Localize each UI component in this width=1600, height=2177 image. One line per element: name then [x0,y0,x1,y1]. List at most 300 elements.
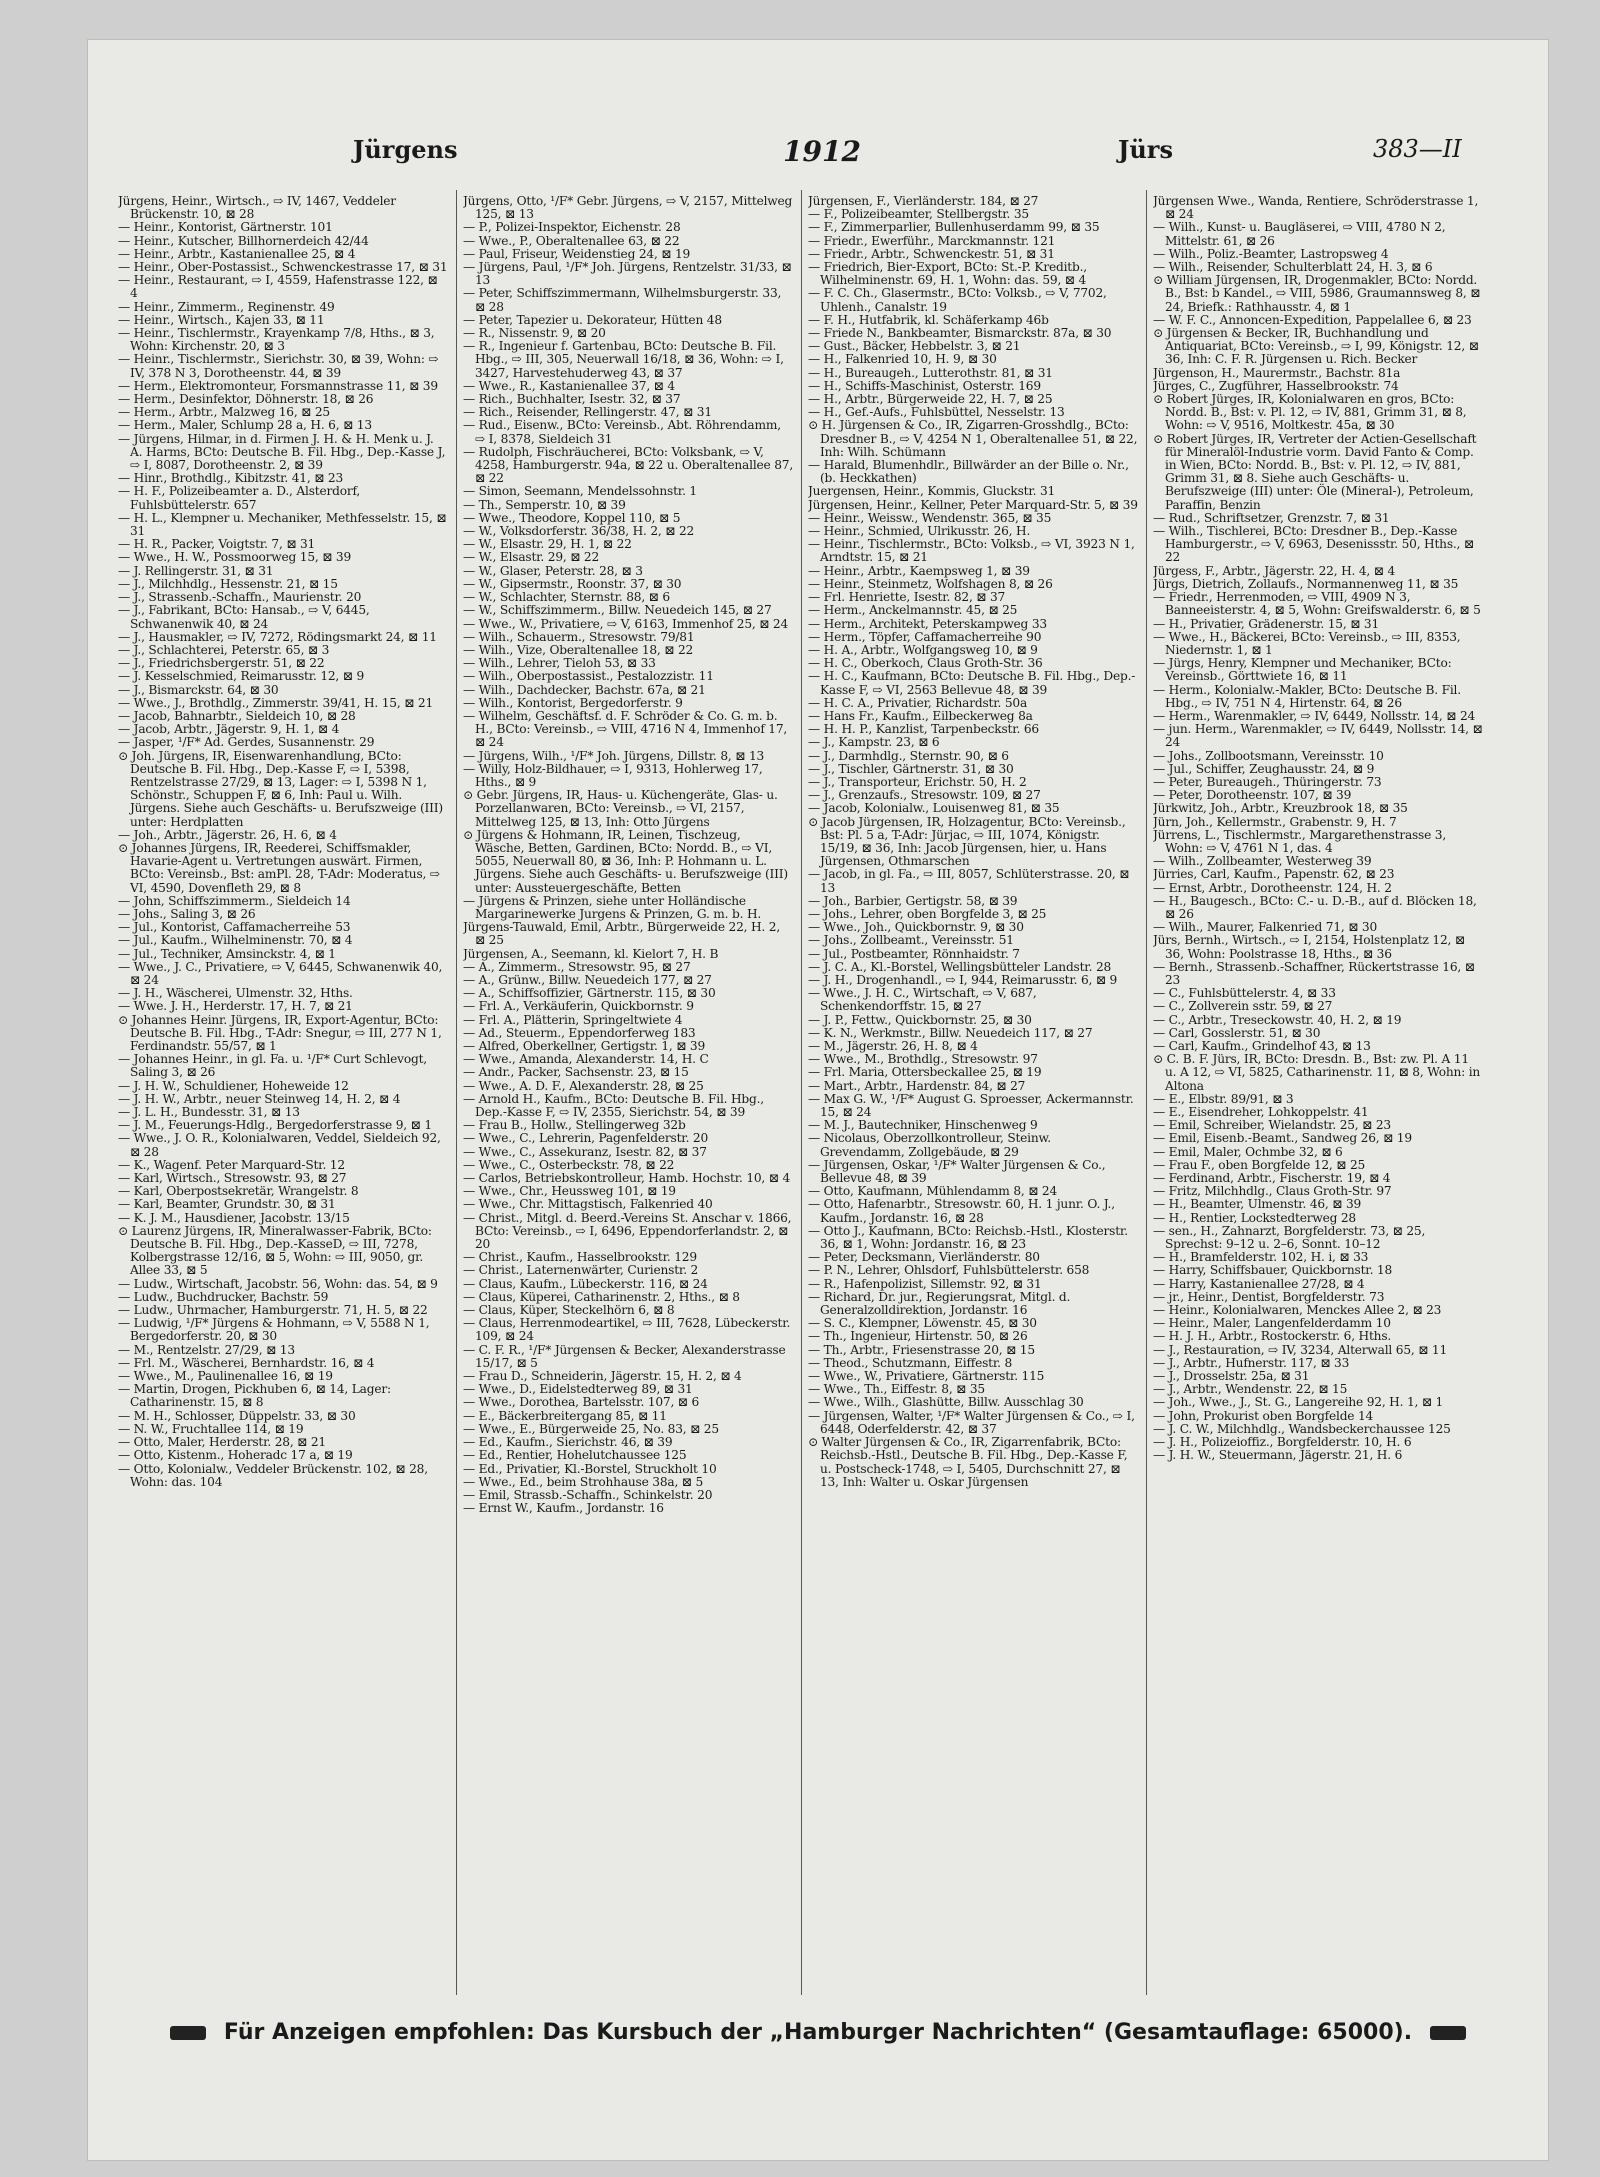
directory-entry: — J. H. W., Arbtr., neuer Steinweg 14, H. 2, ⊠ 4 [118,1091,401,1106]
directory-entry: — Wwe., Joh., Quickbornstr. 9, ⊠ 30 [808,920,1024,935]
directory-entry: — Herm., Architekt, Peterskampweg 33 [808,616,1047,631]
directory-entry: — J. H. W., Steuermann, Jägerstr. 21, H. 6 [1153,1448,1403,1463]
directory-entry: — Heinr., Arbtr., Kaempsweg 1, ⊠ 39 [808,563,1030,578]
right-running-head: Jürs [1118,135,1173,164]
directory-entry: — C., Fuhlsbüttelerstr. 4, ⊠ 33 [1153,986,1336,1001]
directory-entry: — Ludw., Wirtschaft, Jacobstr. 56, Wohn: das. 54, ⊠ 9 [118,1276,438,1291]
directory-entry: Juergensen, Heinr., Kommis, Gluckstr. 31 [808,484,1056,499]
directory-entry: — Jacob, Kolonialw., Louisenweg 81, ⊠ 35 [808,801,1060,816]
directory-entry: — Ed., Privatier, Kl.-Borstel, Struckholt 10 [463,1461,717,1476]
directory-entry: — E., Bäckerbreitergang 85, ⊠ 11 [463,1408,667,1423]
directory-entry: — J., Drosselstr. 25a, ⊠ 31 [1153,1369,1310,1384]
directory-entry: — sen., H., Zahnarzt, Borgfelderstr. 73, ⊠ 25, Sprechst: 9–12 u. 2–6, Sonnt. 10–12 [1153,1223,1426,1252]
directory-entry: ⊙ Joh. Jürgens, IR, Eisenwarenhandlung, BCto: Deutsche B. Fil. Hbg., Dep.-Kasse F, ⇨ I, 5398, Rentzelstrasse 27/29, ⊠ 13, Lager: ⇨ I, 5398 N 1, Schönstr., Schuppen F, ⊠ 6, Inh: Paul u. Wilh. Jürgens. Siehe auch Geschäfts- u. Berufszweige (III) unter: Herdplatten [118,748,443,829]
directory-entry: — Jasper, ¹/F* Ad. Gerdes, Susannenstr. 29 [118,735,375,750]
directory-entry: — Ed., Rentier, Hohelutchaussee 125 [463,1448,687,1463]
directory-entry: — Wilh., Schauerm., Stresowstr. 79/81 [463,629,695,644]
directory-entry: — Simon, Seemann, Mendelssohnstr. 1 [463,484,697,499]
directory-entry: — Heinr., Tischlermstr., BCto: Volksb., ⇨ VI, 3923 N 1, Arndtstr. 15, ⊠ 21 [808,537,1135,565]
directory-entry: — Christ., Kaufm., Hasselbrookstr. 129 [463,1250,697,1265]
pointing-hand-icon [170,2026,206,2040]
directory-entry: — H., Privatier, Grädenerstr. 15, ⊠ 31 [1153,616,1379,631]
directory-entry: — K., Wagenf. Peter Marquard-Str. 12 [118,1157,345,1172]
directory-entry: — Joh., Barbier, Gertigstr. 58, ⊠ 39 [808,893,1018,908]
directory-entry: — Frl. M., Wäscherei, Bernhardstr. 16, ⊠ 4 [118,1355,375,1370]
directory-entry: — Carl, Kaufm., Grindelhof 43, ⊠ 13 [1153,1039,1371,1053]
directory-entry: — Fritz, Milchhdlg., Claus Groth-Str. 97 [1153,1184,1392,1199]
directory-entry: — K. J. M., Hausdiener, Jacobstr. 13/15 [118,1210,350,1225]
directory-entry: — Frau D., Schneiderin, Jägerstr. 15, H. 2, ⊠ 4 [463,1369,742,1384]
directory-entry: — Wwe. J. H., Herderstr. 17, H. 7, ⊠ 21 [118,999,353,1014]
directory-entry: — W., Volksdorferstr. 36/38, H. 2, ⊠ 22 [463,524,695,539]
directory-entry: — Friedr., Arbtr., Schwenckestr. 51, ⊠ 31 [808,246,1055,261]
directory-entry: ⊙ Walter Jürgensen & Co., IR, Zigarrenfabrik, BCto: Reichsb.-Hstl., Deutsche B. Fil. Hbg., Dep.-Kasse F, u. Postscheck-1748, ⇨ I, 5405, Durchschnitt 27, ⊠ 13, Inh: Walter u. Oskar Jürgensen [808,1435,1128,1489]
directory-entry: — Peter, Decksmann, Vierländerstr. 80 [808,1250,1040,1265]
directory-entry: Jürs, Bernh., Wirtsch., ⇨ I, 2154, Holstenplatz 12, ⊠ 36, Wohn: Poolstrasse 18, Hths., ⊠ 36 [1153,933,1465,961]
directory-entry: — Friedrich, Bier-Export, BCto: St.-P. Kreditb., Wilhelminenstr. 69, H. 1, Wohn: das. 59, ⊠ 4 [808,260,1087,288]
directory-entry: — F. C. Ch., Glasermstr., BCto: Volksb., ⇨ V, 7702, Uhlenh., Canalstr. 19 [808,286,1107,314]
directory-entry: — Peter, Bureaugeh., Thüringerstr. 73 [1153,774,1382,789]
directory-entry: — Rich., Buchhalter, Isestr. 32, ⊠ 37 [463,392,681,407]
directory-entry: — Mart., Arbtr., Hardenstr. 84, ⊠ 27 [808,1078,1026,1093]
directory-entry: — Otto, Kistenm., Hoheradc 17 a, ⊠ 19 [118,1448,353,1463]
directory-entry: — Th., Arbtr., Friesenstrasse 20, ⊠ 15 [808,1342,1035,1357]
directory-entry: — Joh., Arbtr., Jägerstr. 26, H. 6, ⊠ 4 [118,827,337,842]
directory-entry: — Wwe., M., Paulinenallee 16, ⊠ 19 [118,1369,333,1384]
directory-entry: — Ludw., Buchdrucker, Bachstr. 59 [118,1289,329,1304]
column-divider [1146,190,1147,1995]
directory-entry: — J. C. A., Kl.-Borstel, Wellingsbütteler Landstr. 28 [808,959,1112,974]
directory-entry: — J. C. W., Milchhdlg., Wandsbeckerchaussee 125 [1153,1421,1451,1436]
directory-entry: — F., Polizeibeamter, Stellbergstr. 35 [808,207,1029,222]
directory-entry: — Heinr., Kolonialwaren, Menckes Allee 2, ⊠ 23 [1153,1303,1442,1318]
directory-entry: — M., Rentzelstr. 27/29, ⊠ 13 [118,1342,295,1357]
directory-entry: ⊙ Robert Jürges, IR, Vertreter der Actien-Gesellschaft für Mineralöl-Industrie vorm. David Fanto & Comp. in Wien, BCto: Nordd. B., Bst: v. Pl. 12, ⇨ IV, 881, Grimm 31, ⊠ 8. Siehe auch Geschäfts- u. Berufszweige (III) unter: Öle (Mineral-), Petroleum, Paraffin, Benzin [1153,431,1477,512]
directory-entry: — R., Ingenieur f. Gartenbau, BCto: Deutsche B. Fil. Hbg., ⇨ III, 305, Neuerwall 16/18, ⊠ 36, Wohn: ⇨ I, 3427, Harvestehuderweg 43, ⊠ 37 [463,339,784,380]
directory-entry: ⊙ Johannes Jürgens, IR, Reederei, Schiffsmakler, Havarie-Agent u. Vertretungen auswärt. Firmen, BCto: Vereinsb., Bst: amPl. 28, T-Adr: Moderatus, ⇨ VI, 4590, Dovenfleth 29, ⊠ 8 [118,840,440,895]
running-header [128,135,1508,175]
directory-entry: — H., Arbtr., Bürgerweide 22, H. 7, ⊠ 25 [808,392,1053,407]
directory-entry: — H. A., Arbtr., Wolfgangsweg 10, ⊠ 9 [808,642,1038,657]
directory-entry: — E., Eisendreher, Lohkoppelstr. 41 [1153,1105,1369,1120]
directory-entry: — J. Kesselschmied, Reimarusstr. 12, ⊠ 9 [118,669,365,684]
directory-entry: Jürgensen Wwe., Wanda, Rentiere, Schröderstrasse 1, ⊠ 24 [1153,195,1479,222]
directory-entry: — Paul, Friseur, Weidenstieg 24, ⊠ 19 [463,246,691,261]
directory-entry: — F. H., Hutfabrik, kl. Schäferkamp 46b [808,312,1049,327]
directory-entry: — Joh., Wwe., J., St. G., Langereihe 92, H. 1, ⊠ 1 [1153,1395,1444,1410]
directory-entry: — Wwe., J. H. C., Wirtschaft, ⇨ V, 687, Schenkendorffstr. 15, ⊠ 27 [808,986,1037,1014]
directory-entry: — Rud., Eisenw., BCto: Vereinsb., Abt. Röhrendamm, ⇨ I, 8378, Sieldeich 31 [463,418,781,446]
directory-entry: — Herm., Maler, Schlump 28 a, H. 6, ⊠ 13 [118,418,372,433]
directory-entry: — Wilh., Lehrer, Tieloh 53, ⊠ 33 [463,656,656,671]
directory-entry: — W. F. C., Annoncen-Expedition, Pappelallee 6, ⊠ 23 [1153,312,1472,327]
directory-entry: — Wwe., H., Bäckerei, BCto: Vereinsb., ⇨ III, 8353, Niedernstr. 1, ⊠ 1 [1153,629,1461,657]
directory-entry: — Harry, Schiffsbauer, Quickbornstr. 18 [1153,1263,1393,1278]
directory-entry: — Jul., Schiffer, Zeughausstr. 24, ⊠ 9 [1153,761,1375,776]
directory-entry: — Jacob, Bahnarbtr., Sieldeich 10, ⊠ 28 [118,708,356,723]
directory-column-2 [463,195,793,1995]
directory-entry: — Carl, Gosslerstr. 51, ⊠ 30 [1153,1025,1321,1040]
directory-entry: — Wilh., Maurer, Falkenried 71, ⊠ 30 [1153,920,1378,935]
directory-entry: ⊙ Gebr. Jürgens, IR, Haus- u. Küchengeräte, Glas- u. Porzellanwaren, BCto: Vereinsb., ⇨ VI, 2157, Mittelweg 125, ⊠ 13, Inh: Otto Jürgens [463,788,778,829]
directory-entry: — Jürgens & Prinzen, siehe unter Holländische Margarinewerke Jurgens & Prinzen, G. m. b. H. [463,893,762,921]
column-divider [801,190,802,1995]
directory-entry: — Otto J., Kaufmann, BCto: Reichsb.-Hstl., Klosterstr. 36, ⊠ 1, Wohn: Jordanstr. 16, ⊠ 23 [808,1223,1128,1252]
directory-entry: — Carlos, Betriebskontrolleur, Hamb. Hochstr. 10, ⊠ 4 [463,1171,791,1186]
directory-entry: — Wilh., Kunst- u. Baugläserei, ⇨ VIII, 4780 N 2, Mittelstr. 61, ⊠ 26 [1153,220,1446,248]
directory-entry: — Heinr., Arbtr., Kastanienallee 25, ⊠ 4 [118,246,356,261]
directory-entry: — Wwe., J. O. R., Kolonialwaren, Veddel, Sieldeich 92, ⊠ 28 [118,1131,441,1159]
directory-entry: — Otto, Maler, Herderstr. 28, ⊠ 21 [118,1435,326,1450]
directory-entry: — J. P., Fettw., Quickbornstr. 25, ⊠ 30 [808,1012,1032,1027]
directory-entry: — Harry, Kastanienallee 27/28, ⊠ 4 [1153,1276,1365,1291]
directory-entry: — Wilh., Vize, Oberaltenallee 18, ⊠ 22 [463,642,694,657]
directory-entry: ⊙ Robert Jürges, IR, Kolonialwaren en gros, BCto: Nordd. B., Bst: v. Pl. 12, ⇨ IV, 881, Grimm 31, ⊠ 8, Wohn: ⇨ V, 9516, Moltkestr. 45a, ⊠ 30 [1153,392,1467,433]
directory-entry: — Herm., Töpfer, Caffamacherreihe 90 [808,629,1042,644]
directory-entry: — Richard, Dr. jur., Regierungsrat, Mitgl. d. Generalzolldirektion, Jordanstr. 16 [808,1289,1071,1318]
directory-entry: — Johannes Heinr., in gl. Fa. u. ¹/F* Curt Schlevogt, Saling 3, ⊠ 26 [118,1052,427,1080]
directory-entry: — jr., Heinr., Dentist, Borgfelderstr. 73 [1153,1289,1385,1304]
directory-entry: — Alfred, Oberkellner, Gertigstr. 1, ⊠ 39 [463,1039,706,1053]
directory-entry: — Emil, Maler, Ochmbe 32, ⊠ 6 [1153,1144,1343,1159]
directory-entry: — J., Schlachterei, Peterstr. 65, ⊠ 3 [118,642,330,657]
directory-entry: — H., Schiffs-Maschinist, Osterstr. 169 [808,378,1041,393]
directory-entry: — J. M., Feuerungs-Hdlg., Bergedorferstrasse 9, ⊠ 1 [118,1118,432,1133]
directory-entry: — J. L. H., Bundesstr. 31, ⊠ 13 [118,1105,300,1120]
directory-entry: — Friede N., Bankbeamter, Bismarckstr. 87a, ⊠ 30 [808,326,1112,341]
directory-entry: — Herm., Desinfektor, Döhnerstr. 18, ⊠ 26 [118,392,374,407]
directory-entry: — R., Nissenstr. 9, ⊠ 20 [463,326,606,341]
directory-entry: — Wwe., J. C., Privatiere, ⇨ V, 6445, Schwanenwik 40, ⊠ 24 [118,959,443,987]
directory-entry: — Wwe., C., Lehrerin, Pagenfelderstr. 20 [463,1131,709,1146]
directory-entry: — Johs., Saling 3, ⊠ 26 [118,906,256,921]
directory-entry: Jürgs, Dietrich, Zollaufs., Normannenweg 11, ⊠ 35 [1153,576,1459,591]
directory-entry: — J., Transporteur, Erichstr. 50, H. 2 [808,774,1027,789]
directory-entry: — Wilhelm, Geschäftsf. d. F. Schröder & Co. G. m. b. H., BCto: Vereinsb., ⇨ VIII, 4716 N 4, Immenhof 17, ⊠ 24 [463,708,788,750]
directory-entry: — Peter, Schiffszimmermann, Wilhelmsburgerstr. 33, ⊠ 28 [463,286,782,314]
directory-entry: — Jul., Techniker, Amsinckstr. 4, ⊠ 1 [118,946,336,961]
directory-entry: Jürgens-Tauwald, Emil, Arbtr., Bürgerweide 22, H. 2, ⊠ 25 [463,920,780,948]
directory-entry: — F., Zimmerparlier, Bullenhuserdamm 99, ⊠ 35 [808,220,1100,235]
directory-entry: — H., Gef.-Aufs., Fuhlsbüttel, Nesselstr. 13 [808,405,1065,420]
directory-entry: Jürgens, Otto, ¹/F* Gebr. Jürgens, ⇨ V, 2157, Mittelweg 125, ⊠ 13 [463,195,793,222]
directory-column-4 [1153,195,1483,1995]
directory-entry: — Jürgensen, Walter, ¹/F* Walter Jürgensen & Co., ⇨ I, 6448, Oderfelderstr. 42, ⊠ 37 [808,1408,1135,1436]
directory-entry: — J. H., Drogenhandl., ⇨ I, 944, Reimarusstr. 6, ⊠ 9 [808,972,1118,987]
directory-entry: — Claus, Kaufm., Lübeckerstr. 116, ⊠ 24 [463,1276,708,1291]
directory-entry: — Th., Semperstr. 10, ⊠ 39 [463,497,626,512]
directory-entry: — Heinr., Zimmerm., Reginenstr. 49 [118,299,335,314]
directory-entry: Jürgensen, F., Vierländerstr. 184, ⊠ 27 [808,195,1039,208]
directory-entry: — Herm., Warenmakler, ⇨ IV, 6449, Nollsstr. 14, ⊠ 24 [1153,708,1476,723]
directory-entry: — Wwe., W., Privatiere, Gärtnerstr. 115 [808,1369,1045,1384]
directory-entry: — Jul., Kaufm., Wilhelminenstr. 70, ⊠ 4 [118,933,353,948]
directory-entry: ⊙ William Jürgensen, IR, Drogenmakler, BCto: Nordd. B., Bst: b Kandel., ⇨ VIII, 5986, Graumannsweg 8, ⊠ 24, Briefk.: Rathhausstr. 4, ⊠ 1 [1153,273,1481,314]
directory-entry: ⊙ Laurenz Jürgens, IR, Mineralwasser-Fabrik, BCto: Deutsche B. Fil. Hbg., Dep.-KasseD, ⇨ III, 7278, Kolbergstrasse 12/16, ⊠ 5, Wohn: ⇨ III, 9050, gr. Allee 33, ⊠ 5 [118,1223,432,1278]
directory-entry: — P. N., Lehrer, Ohlsdorf, Fuhlsbüttelerstr. 658 [808,1263,1090,1278]
directory-entry: — Christ., Laternenwärter, Curienstr. 2 [463,1263,699,1278]
directory-entry: — Frau F., oben Borgfelde 12, ⊠ 25 [1153,1157,1366,1172]
directory-entry: — C. F. R., ¹/F* Jürgensen & Becker, Alexanderstrasse 15/17, ⊠ 5 [463,1342,786,1370]
directory-entry: — Karl, Oberpostsekretär, Wrangelstr. 8 [118,1184,359,1199]
directory-entry: — Wwe., Ed., beim Strohhause 38a, ⊠ 5 [463,1474,704,1489]
directory-entry: — Max G. W., ¹/F* August G. Sproesser, Ackermannstr. 15, ⊠ 24 [808,1091,1134,1120]
directory-entry: — H., Falkenried 10, H. 9, ⊠ 30 [808,352,997,367]
directory-entry: — J., Tischler, Gärtnerstr. 31, ⊠ 30 [808,761,1014,776]
directory-entry: — Karl, Wirtsch., Stresowstr. 93, ⊠ 27 [118,1171,347,1186]
directory-entry: — Jürgs, Henry, Klempner und Mechaniker, BCto: Vereinsb., Görttwiete 16, ⊠ 11 [1153,656,1452,684]
directory-entry: — Emil, Strassb.-Schaffn., Schinkelstr. 20 [463,1487,713,1502]
directory-entry: — jun. Herm., Warenmakler, ⇨ IV, 6449, Nollsstr. 14, ⊠ 24 [1153,722,1483,750]
directory-entry: — Wwe., J., Brothdlg., Zimmerstr. 39/41, H. 15, ⊠ 21 [118,695,434,710]
directory-entry: — Wwe., C., Osterbeckstr. 78, ⊠ 22 [463,1157,675,1172]
directory-entry: — Wwe., Dorothea, Bartelsstr. 107, ⊠ 6 [463,1395,700,1410]
directory-entry: — Frl. A., Plätterin, Springeltwiete 4 [463,1012,683,1027]
directory-entry: — A., Zimmerm., Stresowstr. 95, ⊠ 27 [463,959,691,974]
directory-entry: Jürgensen, Heinr., Kellner, Peter Marquard-Str. 5, ⊠ 39 [808,497,1138,512]
directory-entry: — Heinr., Wirtsch., Kajen 33, ⊠ 11 [118,312,325,327]
directory-entry: — H. C., Oberkoch, Claus Groth-Str. 36 [808,656,1043,671]
directory-entry: — Hinr., Brothdlg., Kibitzstr. 41, ⊠ 23 [118,471,343,486]
directory-entry: Jürries, Carl, Kaufm., Papenstr. 62, ⊠ 23 [1153,867,1395,882]
left-running-head: Jürgens [353,135,458,164]
directory-entry: — Herm., Anckelmannstr. 45, ⊠ 25 [808,603,1018,618]
directory-entry: — M., Jägerstr. 26, H. 8, ⊠ 4 [808,1039,978,1053]
directory-entry: — Heinr., Steinmetz, Wolfshagen 8, ⊠ 26 [808,576,1053,591]
directory-entry: — W., Glaser, Peterstr. 28, ⊠ 3 [463,563,643,578]
directory-entry: — Otto, Kolonialw., Veddeler Brückenstr. 102, ⊠ 28, Wohn: das. 104 [118,1461,428,1489]
directory-entry: — Ernst, Arbtr., Dorotheenstr. 124, H. 2 [1153,880,1392,895]
directory-entry: Jürgess, F., Arbtr., Jägerstr. 22, H. 4, ⊠ 4 [1153,563,1395,578]
directory-entry: — Wwe., W., Privatiere, ⇨ V, 6163, Immenhof 25, ⊠ 24 [463,616,789,631]
directory-entry: — Claus, Küper, Steckelhörn 6, ⊠ 8 [463,1303,675,1318]
directory-entry: — A., Schiffsoffizier, Gärtnerstr. 115, ⊠ 30 [463,986,716,1001]
directory-entry: — H., Baugesch., BCto: C.- u. D.-B., auf d. Blöcken 18, ⊠ 26 [1153,893,1477,921]
directory-entry: — Heinr., Tischlermstr., Krayenkamp 7/8, Hths., ⊠ 3, Wohn: Kirchenstr. 20, ⊠ 3 [118,326,435,354]
directory-entry: — Heinr., Kutscher, Billhornerdeich 42/44 [118,233,369,248]
directory-entry: — Wwe., M., Brothdlg., Stresowstr. 97 [808,1052,1038,1067]
directory-entry: — Frl. Henriette, Isestr. 82, ⊠ 37 [808,590,1006,605]
directory-column-1 [118,195,448,1995]
directory-entry: — S. C., Klempner, Löwenstr. 45, ⊠ 30 [808,1316,1037,1331]
directory-entry: — K. N., Werkmstr., Billw. Neuedeich 117, ⊠ 27 [808,1025,1093,1040]
directory-entry: — H., Bureaugeh., Lutterothstr. 81, ⊠ 31 [808,365,1053,380]
directory-entry: — Emil, Schreiber, Wielandstr. 25, ⊠ 23 [1153,1118,1391,1133]
directory-entry: — Christ., Mitgl. d. Beerd.-Vereins St. Anschar v. 1866, BCto: Vereinsb., ⇨ I, 6496, Eppendorferlandstr. 2, ⊠ 20 [463,1210,792,1252]
directory-entry: — Wilh., Dachdecker, Bachstr. 67a, ⊠ 21 [463,682,706,697]
directory-entry: — Herm., Elektromonteur, Forsmannstrasse 11, ⊠ 39 [118,378,438,393]
directory-entry: — Friedr., Ewerführ., Marckmannstr. 121 [808,233,1056,248]
directory-entry: — J., Fabrikant, BCto: Hansab., ⇨ V, 6445, Schwanenwik 40, ⊠ 24 [118,603,370,631]
directory-entry: — H., Beamter, Ulmenstr. 46, ⊠ 39 [1153,1197,1362,1212]
directory-entry: — J., Grenzaufs., Stresowstr. 109, ⊠ 27 [808,788,1041,803]
directory-entry: — Wwe., D., Eidelstedterweg 89, ⊠ 31 [463,1382,693,1397]
footer-advertisement [128,2020,1508,2056]
directory-entry: — J., Darmhdlg., Sternstr. 90, ⊠ 6 [808,748,1009,763]
directory-entry: — R., Hafenpolizist, Sillemstr. 92, ⊠ 31 [808,1276,1042,1291]
directory-entry: — Wilh., Reisender, Schulterblatt 24, H. 3, ⊠ 6 [1153,260,1433,275]
directory-entry: Jürrens, L., Tischlermstr., Margarethenstrasse 3, Wohn: ⇨ V, 4761 N 1, das. 4 [1153,827,1447,855]
year-heading: 1912 [783,135,861,168]
directory-entry: — Jacob, in gl. Fa., ⇨ III, 8057, Schlüterstrasse. 20, ⊠ 13 [808,867,1130,895]
directory-entry: — Jul., Kontorist, Caffamacherreihe 53 [118,920,351,935]
directory-entry: — H. R., Packer, Voigtstr. 7, ⊠ 31 [118,537,316,552]
directory-entry: Jürgensen, A., Seemann, kl. Kielort 7, H. B [463,946,719,961]
directory-entry: ⊙ Jacob Jürgensen, IR, Holzagentur, BCto: Vereinsb., Bst: Pl. 5 a, T-Adr: Jürjac, ⇨ III, 1074, Königstr. 15/19, ⊠ 36, Inh: Jacob Jürgensen, hier, u. Hans Jürgensen, Othmarschen [808,814,1126,869]
directory-entry: — Wwe., A. D. F., Alexanderstr. 28, ⊠ 25 [463,1078,704,1093]
directory-entry: — Johs., Lehrer, oben Borgfelde 3, ⊠ 25 [808,906,1047,921]
directory-entry: Jürgenson, H., Maurermstr., Bachstr. 81a [1153,365,1401,380]
directory-entry: — Wwe., Chr., Heussweg 101, ⊠ 19 [463,1184,676,1199]
directory-entry: — Wwe., E., Bürgerweide 25, No. 83, ⊠ 25 [463,1421,719,1436]
directory-entry: — Wilh., Oberpostassist., Pestalozzistr. 11 [463,669,714,684]
directory-entry: — J. H., Wäscherei, Ulmenstr. 32, Hths. [118,986,353,1001]
directory-entry: — Ludwig, ¹/F* Jürgens & Hohmann, ⇨ V, 5588 N 1, Bergedorferstr. 20, ⊠ 30 [118,1316,430,1344]
directory-entry: — H., Rentier, Lockstedterweg 28 [1153,1210,1356,1225]
directory-entry: ⊙ C. B. F. Jürs, IR, BCto: Dresdn. B., Bst: zw. Pl. A 11 u. A 12, ⇨ VI, 5825, Catharinenstr. 11, ⊠ 8, Wohn: in Altona [1153,1052,1481,1093]
footer-text: Für Anzeigen empfohlen: Das Kursbuch der „Hamburger Nachrichten“ (Gesamtauflage: 65000). [223,2020,1413,2045]
directory-entry: — Ferdinand, Arbtr., Fischerstr. 19, ⊠ 4 [1153,1171,1391,1186]
directory-entry: — Wwe., Chr. Mittagstisch, Falkenried 40 [463,1197,713,1212]
directory-entry: — Frl. A., Verkäuferin, Quickbornstr. 9 [463,999,694,1014]
directory-entry: — Heinr., Ober-Postassist., Schwenckestrasse 17, ⊠ 31 [118,260,448,275]
directory-entry: — Wwe., Wilh., Glashütte, Billw. Ausschlag 30 [808,1395,1084,1410]
directory-entry: — Heinr., Maler, Langenfelderdamm 10 [1153,1316,1391,1331]
directory-entry: — John, Schiffszimmerm., Sieldeich 14 [118,893,351,908]
directory-entry: — Willy, Holz-Bildhauer, ⇨ I, 9313, Hohlerweg 17, Hths., ⊠ 9 [463,761,763,789]
directory-entry: Jürgens, Heinr., Wirtsch., ⇨ IV, 1467, Veddeler Brückenstr. 10, ⊠ 28 [118,195,396,222]
directory-entry: — Rud., Schriftsetzer, Grenzstr. 7, ⊠ 31 [1153,510,1390,525]
directory-entry: — Claus, Küperei, Catharinenstr. 2, Hths., ⊠ 8 [463,1289,740,1304]
directory-entry: — Hans Fr., Kaufm., Eilbeckerweg 8a [808,708,1033,723]
directory-entry: — Andr., Packer, Sachsenstr. 23, ⊠ 15 [463,1065,689,1080]
directory-entry: — Nicolaus, Oberzollkontrolleur, Steinw. Grevendamm, Zollgebäude, ⊠ 29 [808,1131,1051,1159]
directory-entry: — Ernst W., Kaufm., Jordanstr. 16 [463,1501,664,1516]
directory-entry: ⊙ Johannes Heinr. Jürgens, IR, Export-Agentur, BCto: Deutsche B. Fil. Hbg., T-Adr: Snegur, ⇨ III, 277 N 1, Ferdinandstr. 55/57, ⊠ 1 [118,1012,442,1053]
directory-entry: — J. H., Polizeioffiz., Borgfelderstr. 10, H. 6 [1153,1435,1412,1450]
directory-entry: Jürkwitz, Joh., Arbtr., Kreuzbrook 18, ⊠ 35 [1153,801,1408,816]
directory-entry: — W., Schlachter, Sternstr. 88, ⊠ 6 [463,590,670,605]
directory-entry: — Johs., Zollbootsmann, Vereinsstr. 10 [1153,748,1384,763]
directory-entry: Jürges, C., Zugführer, Hasselbrookstr. 74 [1153,378,1399,393]
directory-entry: — Heinr., Restaurant, ⇨ I, 4559, Hafenstrasse 122, ⊠ 4 [118,273,438,301]
directory-entry: — Theod., Schutzmann, Eiffestr. 8 [808,1355,1013,1370]
directory-entry: — Jürgensen, Oskar, ¹/F* Walter Jürgensen & Co., Bellevue 48, ⊠ 39 [808,1157,1106,1186]
directory-entry: Jürn, Joh., Kellermstr., Grabenstr. 9, H. 7 [1153,814,1397,829]
directory-entry: — H., Bramfelderstr. 102, H. i, ⊠ 33 [1153,1250,1369,1265]
directory-entry: — Wilh., Kontorist, Bergedorferstr. 9 [463,695,683,710]
directory-column-3 [808,195,1138,1995]
directory-entry: — Peter, Tapezier u. Dekorateur, Hütten 48 [463,312,722,327]
directory-entry: — J., Strassenb.-Schaffn., Maurienstr. 20 [118,590,362,605]
directory-entry: — Wwe., P., Oberaltenallee 63, ⊠ 22 [463,233,680,248]
directory-entry: — J., Milchhdlg., Hessenstr. 21, ⊠ 15 [118,576,338,591]
directory-entry: — Ludw., Uhrmacher, Hamburgerstr. 71, H. 5, ⊠ 22 [118,1303,428,1318]
directory-entry: — Wwe., Theodore, Koppel 110, ⊠ 5 [463,510,681,525]
directory-entry: — J. H. W., Schuldiener, Hoheweide 12 [118,1078,349,1093]
directory-entry: — Frl. Maria, Ottersbeckallee 25, ⊠ 19 [808,1065,1042,1080]
directory-entry: — H. C., Kaufmann, BCto: Deutsche B. Fil. Hbg., Dep.-Kasse F, ⇨ VI, 2563 Bellevue 48, ⊠ 39 [808,669,1136,697]
directory-entry: — Wilh., Poliz.-Beamter, Lastropsweg 4 [1153,246,1389,261]
directory-entry: — Rich., Reisender, Rellingerstr. 47, ⊠ 31 [463,405,712,420]
directory-entry: — Rudolph, Fischräucherei, BCto: Volksbank, ⇨ V, 4258, Hamburgerstr. 94a, ⊠ 22 u. Oberaltenallee 87, ⊠ 22 [463,444,793,486]
directory-entry: — H. C. A., Privatier, Richardstr. 50a [808,695,1028,710]
directory-entry: — J., Restauration, ⇨ IV, 3234, Alterwall 65, ⊠ 11 [1153,1342,1448,1357]
directory-entry: — Wwe., R., Kastanienallee 37, ⊠ 4 [463,378,675,393]
directory-entry: — Gust., Bäcker, Hebbelstr. 3, ⊠ 21 [808,339,1021,354]
directory-entry: ⊙ H. Jürgensen & Co., IR, Zigarren-Grosshdlg., BCto: Dresdner B., ⇨ V, 4254 N 1, Oberaltenallee 51, ⊠ 22, Inh: Wilh. Schümann [808,418,1138,459]
directory-entry: — Jul., Postbeamter, Rönnhaidstr. 7 [808,946,1020,961]
directory-entry: — Martin, Drogen, Pickhuben 6, ⊠ 14, Lager: Catharinenstr. 15, ⊠ 8 [118,1382,391,1410]
directory-entry: — Th., Ingenieur, Hirtenstr. 50, ⊠ 26 [808,1329,1028,1344]
directory-entry: ⊙ Jürgensen & Becker, IR, Buchhandlung und Antiquariat, BCto: Vereinsb., ⇨ I, 99, Königstr. 12, ⊠ 36, Inh: C. F. R. Jürgensen u. Rich. Becker [1153,326,1479,367]
directory-entry: — J., Kampstr. 23, ⊠ 6 [808,735,940,750]
directory-entry: — A., Grünw., Billw. Neuedeich 177, ⊠ 27 [463,972,712,987]
directory-entry: — N. W., Fruchtallee 114, ⊠ 19 [118,1421,304,1436]
directory-entry: — Jürgens, Paul, ¹/F* Joh. Jürgens, Rentzelstr. 31/33, ⊠ 13 [463,260,792,288]
directory-entry: — Wwe., Th., Eiffestr. 8, ⊠ 35 [808,1382,985,1397]
directory-entry: — Heinr., Kontorist, Gärtnerstr. 101 [118,220,333,235]
directory-entry: — Herm., Arbtr., Malzweg 16, ⊠ 25 [118,405,330,420]
directory-entry: — J., Arbtr., Hufnerstr. 117, ⊠ 33 [1153,1355,1350,1370]
directory-entry: — Emil, Eisenb.-Beamt., Sandweg 26, ⊠ 19 [1153,1131,1412,1146]
directory-entry: — W., Gipsermstr., Roonstr. 37, ⊠ 30 [463,576,682,591]
directory-entry: — Heinr., Schmied, Ulrikusstr. 26, H. [808,524,1031,539]
directory-entry: — Otto, Hafenarbtr., Stresowstr. 60, H. 1 junr. O. J., Kaufm., Jordanstr. 16, ⊠ 28 [808,1197,1115,1225]
directory-entry: — Bernh., Strassenb.-Schaffner, Rückertstrasse 16, ⊠ 23 [1153,959,1475,987]
column-divider [456,190,457,1995]
directory-entry: — Ad., Steuerm., Eppendorferweg 183 [463,1025,696,1040]
directory-entry: — Heinr., Tischlermstr., Sierichstr. 30, ⊠ 39, Wohn: ⇨ IV, 378 N 3, Dorotheenstr. 44, ⊠ 39 [118,352,439,380]
directory-entry: — Wilh., Tischlerei, BCto: Dresdner B., Dep.-Kasse Hamburgerstr., ⇨ V, 6963, Desenissstr. 50, Hths., ⊠ 22 [1153,524,1474,565]
directory-entry: — H. F., Polizeibeamter a. D., Alsterdorf, Fuhlsbüttelerstr. 657 [118,484,361,512]
directory-entry: — J., Hausmakler, ⇨ IV, 7272, Rödingsmarkt 24, ⊠ 11 [118,629,437,644]
directory-entry: — Frau B., Hollw., Stellingerweg 32b [463,1118,686,1133]
directory-entry: — P., Polizei-Inspektor, Eichenstr. 28 [463,220,681,235]
directory-entry: — H. L., Klempner u. Mechaniker, Methfesselstr. 15, ⊠ 31 [118,510,447,539]
directory-entry: — C., Zollverein sstr. 59, ⊠ 27 [1153,999,1333,1014]
pointing-hand-icon [1430,2026,1466,2040]
directory-entry: — Arnold H., Kaufm., BCto: Deutsche B. Fil. Hbg., Dep.-Kasse F, ⇨ IV, 2355, Sierichstr. 54, ⊠ 39 [463,1091,764,1120]
directory-entry: — J., Friedrichsbergerstr. 51, ⊠ 22 [118,656,325,671]
directory-page [88,40,1548,2160]
directory-entry: — W., Elsastr. 29, H. 1, ⊠ 22 [463,537,632,552]
directory-entry: — H. H. P., Kanzlist, Tarpenbeckstr. 66 [808,722,1039,737]
directory-entry: — Johs., Zollbeamt., Vereinsstr. 51 [808,933,1014,948]
directory-entry: — C., Arbtr., Treseckowstr. 40, H. 2, ⊠ 19 [1153,1012,1402,1027]
directory-entry: — J., Bismarckstr. 64, ⊠ 30 [118,682,279,697]
directory-entry: — Ed., Kaufm., Sierichstr. 46, ⊠ 39 [463,1435,673,1450]
directory-entry: — H. J. H., Arbtr., Rostockerstr. 6, Hths. [1153,1329,1392,1344]
directory-entry: — Wwe., Amanda, Alexanderstr. 14, H. C [463,1052,709,1067]
directory-entry: — Jacob, Arbtr., Jägerstr. 9, H. 1, ⊠ 4 [118,722,340,737]
directory-entry: — Wwe., C., Assekuranz, Isestr. 82, ⊠ 37 [463,1144,707,1159]
directory-entry: — Herm., Kolonialw.-Makler, BCto: Deutsche B. Fil. Hbg., ⇨ IV, 751 N 4, Hirtenstr. 64, ⊠ 26 [1153,682,1461,710]
directory-entry: — Peter, Dorotheenstr. 107, ⊠ 39 [1153,788,1352,803]
directory-entry: — Friedr., Herrenmoden, ⇨ VIII, 4909 N 3, Banneeisterstr. 4, ⊠ 5, Wohn: Greifswalderstr. 6, ⊠ 5 [1153,590,1481,618]
directory-entry: — Jürgens, Hilmar, in d. Firmen J. H. & H. Menk u. J. A. Harms, BCto: Deutsche B. Fil. Hbg., Dep.-Kasse J, ⇨ I, 8087, Dorotheenstr. 2, ⊠ 39 [118,431,446,473]
directory-entry: — Karl, Beamter, Grundstr. 30, ⊠ 31 [118,1197,336,1212]
directory-entry: — M. H., Schlosser, Düppelstr. 33, ⊠ 30 [118,1408,356,1423]
directory-entry: — Claus, Herrenmodeartikel, ⇨ III, 7628, Lübeckerstr. 109, ⊠ 24 [463,1316,791,1344]
directory-entry: — Wwe., H. W., Possmoorweg 15, ⊠ 39 [118,550,352,565]
directory-entry: — Harald, Blumenhdlr., Billwärder an der Bille o. Nr., (b. Heckkathen) [808,458,1129,486]
directory-entry: — Jürgens, Wilh., ¹/F* Joh. Jürgens, Dillstr. 8, ⊠ 13 [463,748,765,763]
directory-entry: — Otto, Kaufmann, Mühlendamm 8, ⊠ 24 [808,1184,1058,1199]
directory-entry: — Heinr., Weissw., Wendenstr. 365, ⊠ 35 [808,510,1052,525]
directory-entry: — W., Schiffszimmerm., Billw. Neuedeich 145, ⊠ 27 [463,603,772,618]
directory-entry: — John, Prokurist oben Borgfelde 14 [1153,1408,1374,1423]
